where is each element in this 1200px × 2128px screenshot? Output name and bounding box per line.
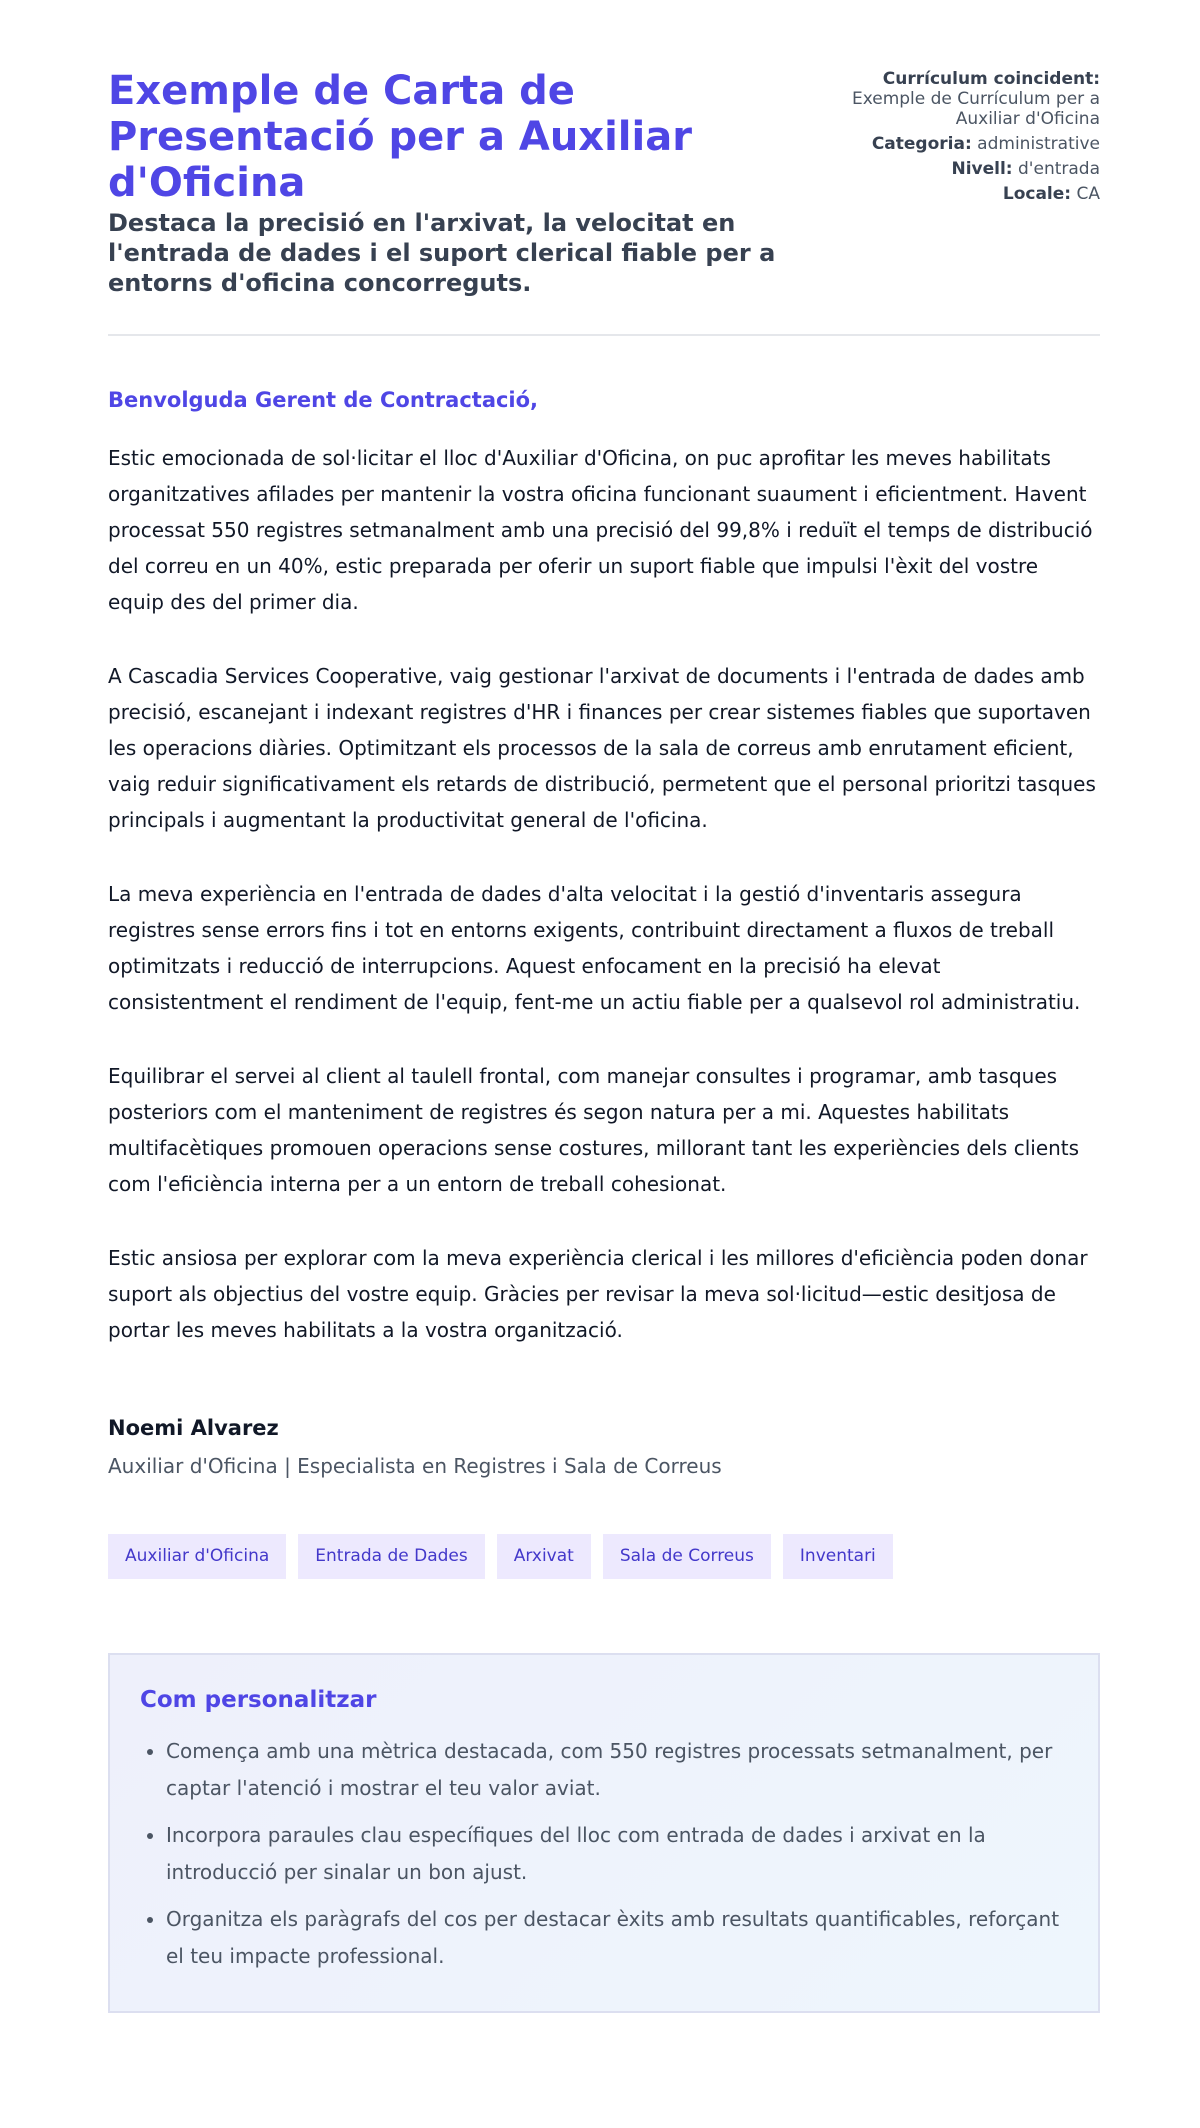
tag[interactable]: Inventari (783, 1534, 893, 1579)
locale-label: Locale: (1002, 184, 1072, 204)
tag[interactable]: Auxiliar d'Oficina (108, 1534, 286, 1579)
header (108, 68, 1100, 298)
tip-item: • Organitza els paràgrafs del cos per destacar èxits amb resultats quantificables, reforçant el teu impacte professional. (166, 1901, 1068, 1975)
letter-body (108, 386, 1100, 1348)
tag[interactable]: Arxivat (497, 1534, 591, 1579)
divider (108, 334, 1100, 336)
matching-resume-link[interactable]: Exemple de Currículum per a Auxiliar d'Oficina (851, 89, 1100, 129)
customization-tips (108, 1653, 1100, 2013)
paragraph: Equilibrar el servei al client al taulell frontal, com manejar consultes i programar, amb tasques posteriors com el manteniment de registres és segon natura per a mi. Aquestes habilitats multifacètiques promouen operacions sense costures, millorant tant les experiències dels clients com l'eficiència interna per a un entorn de treball cohesionat. (108, 1064, 1080, 1196)
paragraph: Estic ansiosa per explorar com la meva experiència clerical i les millores d'eficiència poden donar suport als objectius del vostre equip. Gràcies per revisar la meva sol·licitud—estic desitjosa de portar les meves habilitats a la vostra organització. (108, 1246, 1088, 1342)
tag[interactable]: Entrada de Dades (298, 1534, 484, 1579)
paragraph: Estic emocionada de sol·licitar el lloc d'Auxiliar d'Oficina, on puc aprofitar les meves habilitats organitzatives afilades per mantenir la vostra oficina funcionant suaument i eficientment. Havent processat 550 registres setmanalment amb una precisió del 99,8% i reduït el temps de distribució del correu en un 40%, estic preparada per oferir un suport fiable que impulsi l'èxit del vostre equip des del primer dia. (108, 446, 1093, 614)
tip-item: • Incorpora paraules clau específiques del lloc com entrada de dades i arxivat en la introducció per sinalar un bon ajust. (166, 1817, 1068, 1891)
signature-name: Noemi Alvarez (108, 1416, 279, 1440)
category-label: Categoria: (871, 134, 972, 154)
cover-letter-page (108, 0, 1100, 2013)
tip-item: • Comença amb una mètrica destacada, com 550 registres processats setmanalment, per captar l'atenció i mostrar el teu valor aviat. (166, 1733, 1068, 1807)
page-title: Exemple de Carta de Presentació per a Auxiliar d'Oficina (108, 68, 692, 206)
category-value: administrative (977, 134, 1100, 154)
page-subtitle: Destaca la precisió en l'arxivat, la velocitat en l'entrada de dades i el suport clerical fiable per a entorns d'oficina concorreguts. (108, 209, 776, 297)
tips-heading: Com personalitzar (140, 1687, 377, 1713)
greeting: Benvolguda Gerent de Contractació, (108, 388, 539, 412)
paragraph: A Cascadia Services Cooperative, vaig gestionar l'arxivat de documents i l'entrada de dades amb precisió, escanejant i indexant registres d'HR i finances per crear sistemes fiables que suportaven les operacions diàries. Optimitzant els processos de la sala de correus amb enrutament eficient, vaig reduir significativament els retards de distribució, permetent que el personal prioritzi tasques principals i augmentant la productivitat general de l'oficina. (108, 664, 1096, 832)
meta-info (850, 68, 1100, 209)
tag-list (108, 1534, 1100, 1579)
matching-resume-label: Currículum coincident: (882, 69, 1100, 89)
level-value: d'entrada (1018, 159, 1100, 179)
paragraph: La meva experiència en l'entrada de dades d'alta velocitat i la gestió d'inventaris assegura registres sense errors fins i tot en entorns exigents, contribuint directament a fluxos de treball optimitzats i reducció de interrupcions. Aquest enfocament en la precisió ha elevat consistentment el rendiment de l'equip, fent-me un actiu fiable per a qualsevol rol administratiu. (108, 882, 1081, 1014)
signature-title: Auxiliar d'Oficina | Especialista en Registres i Sala de Correus (108, 1454, 722, 1478)
tag[interactable]: Sala de Correus (603, 1534, 771, 1579)
locale-value: CA (1076, 184, 1100, 204)
level-label: Nivell: (951, 159, 1013, 179)
